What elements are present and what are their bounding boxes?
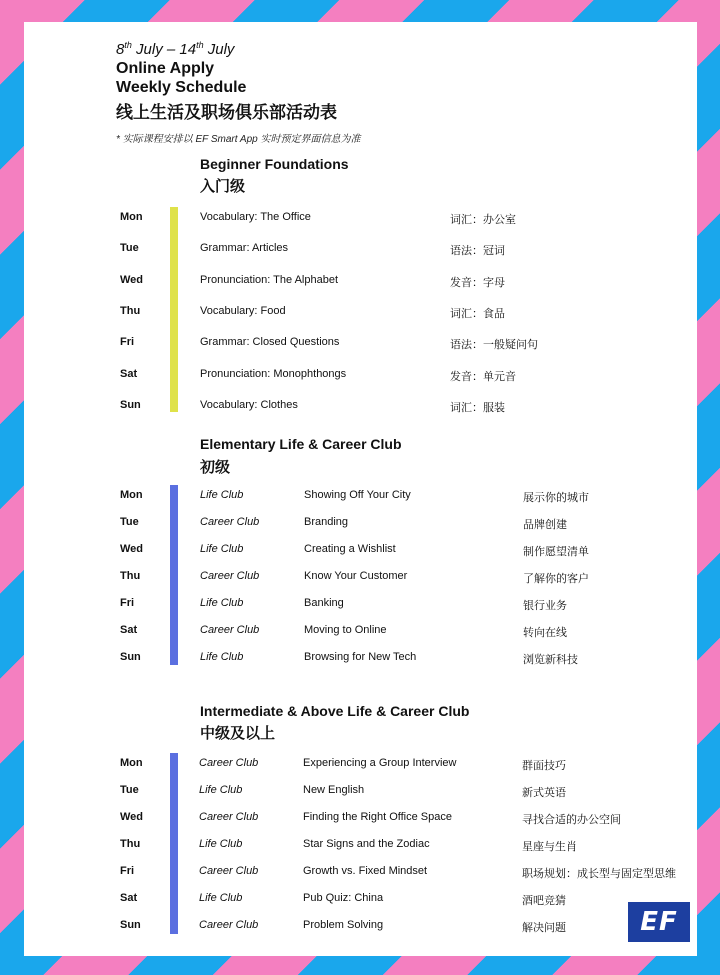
day-label: Thu [120, 838, 141, 850]
schedule-row [24, 865, 697, 883]
day-label: Thu [120, 304, 141, 317]
day-label: Wed [120, 543, 144, 555]
topic-chinese: 银行业务 [523, 600, 567, 612]
schedule-row [24, 624, 697, 642]
heading-weekly-schedule: Weekly Schedule [116, 79, 247, 96]
schedule-row [24, 811, 697, 829]
day-label: Fri [120, 597, 135, 609]
day-label: Fri [120, 336, 135, 349]
topic-chinese: 展示你的城市 [523, 492, 589, 504]
schedule-sheet [24, 22, 697, 956]
topic-label: Creating a Wishlist [304, 543, 396, 555]
club-type: Career Club [200, 516, 260, 528]
heading-online-apply: Online Apply [116, 60, 215, 77]
topic-label: Problem Solving [303, 919, 384, 931]
schedule-row [24, 305, 697, 323]
topic-label: Browsing for New Tech [304, 651, 417, 663]
club-type: Life Club [199, 892, 243, 904]
day-label: Sat [120, 624, 138, 636]
topic-chinese: 词汇：办公室 [450, 214, 516, 226]
schedule-row [24, 368, 697, 386]
club-type: Career Club [200, 624, 260, 636]
section-title-beginner: Beginner Foundations [200, 156, 349, 172]
day-label: Wed [120, 811, 144, 823]
topic-chinese: 发音：单元音 [450, 370, 516, 383]
schedule-row [24, 651, 697, 669]
schedule-row [24, 784, 697, 802]
day-label: Sun [120, 398, 141, 411]
topic-label: Growth vs. Fixed Mindset [303, 865, 428, 877]
topic-chinese: 群面技巧 [522, 760, 566, 772]
topic-chinese: 语法：一般疑问句 [450, 339, 538, 352]
club-type: Career Club [199, 865, 259, 877]
topic-chinese: 词汇：服装 [450, 401, 505, 414]
topic-label: Pub Quiz: China [303, 892, 384, 904]
topic-chinese: 星座与生肖 [522, 841, 577, 853]
club-type: Life Club [200, 597, 244, 609]
topic-label: Grammar: Articles [200, 242, 289, 255]
section-title-elementary: Elementary Life & Career Club [200, 436, 402, 452]
club-type: Life Club [200, 651, 244, 663]
topic-chinese: 发音：字母 [450, 276, 505, 289]
day-label: Fri [120, 865, 135, 877]
day-label: Sun [120, 651, 141, 663]
topic-chinese: 了解你的客户 [523, 573, 589, 585]
club-type: Career Club [200, 570, 260, 582]
club-type: Life Club [199, 784, 243, 796]
schedule-row [24, 399, 697, 417]
topic-label: Know Your Customer [304, 570, 408, 582]
topic-label: Pronunciation: Monophthongs [200, 367, 347, 380]
topic-label: Vocabulary: Clothes [200, 398, 298, 411]
schedule-row [24, 489, 697, 507]
topic-label: New English [303, 784, 365, 796]
club-type: Life Club [200, 543, 244, 555]
schedule-row [24, 757, 697, 775]
ef-logo: EF [628, 902, 690, 942]
club-type: Life Club [200, 489, 244, 501]
day-label: Thu [120, 570, 141, 582]
schedule-row [24, 570, 697, 588]
day-label: Mon [120, 211, 143, 223]
topic-chinese: 酒吧竞猜 [522, 895, 566, 907]
topic-chinese: 寻找合适的办公空间 [522, 814, 621, 826]
day-label: Mon [120, 757, 143, 769]
club-type: Career Club [199, 757, 259, 769]
schedule-row [24, 892, 697, 910]
day-label: Tue [120, 516, 139, 528]
footnote: * 实际课程安排以 EF Smart App 实时预定界面信息为准 [116, 134, 361, 145]
topic-chinese: 解决问题 [522, 922, 566, 934]
schedule-row [24, 336, 697, 354]
day-label: Wed [120, 273, 144, 286]
section-title-intermediate: Intermediate & Above Life & Career Club [200, 703, 470, 719]
topic-chinese: 职场规划：成长型与固定型思维 [522, 868, 676, 880]
topic-label: Banking [304, 597, 344, 609]
schedule-row [24, 597, 697, 615]
day-label: Sat [120, 367, 138, 380]
day-label: Tue [120, 784, 139, 796]
heading-chinese-title: 线上生活及职场俱乐部活动表 [116, 103, 337, 122]
topic-label: Vocabulary: Food [200, 304, 286, 317]
club-type: Career Club [199, 811, 259, 823]
topic-label: Moving to Online [304, 624, 387, 636]
section-title-elementary-cn: 初级 [200, 459, 231, 476]
topic-label: Experiencing a Group Interview [303, 757, 457, 769]
section-title-intermediate-cn: 中级及以上 [200, 725, 276, 742]
section-title-beginner-cn: 入门级 [200, 178, 246, 195]
topic-chinese: 浏览新科技 [523, 654, 578, 666]
topic-chinese: 语法：冠词 [450, 245, 505, 258]
day-label: Tue [120, 242, 139, 255]
day-label: Sat [120, 892, 138, 904]
topic-chinese: 词汇：食品 [450, 307, 505, 320]
schedule-row [24, 919, 697, 937]
day-label: Sun [120, 919, 141, 931]
schedule-row [24, 543, 697, 561]
topic-chinese: 转向在线 [523, 627, 567, 639]
topic-label: Branding [304, 516, 349, 528]
topic-label: Pronunciation: The Alphabet [200, 273, 339, 286]
schedule-row [24, 838, 697, 856]
topic-label: Vocabulary: The Office [200, 211, 311, 223]
topic-chinese: 品牌创建 [523, 519, 567, 531]
topic-chinese: 新式英语 [522, 787, 566, 799]
club-type: Life Club [199, 838, 243, 850]
club-type: Career Club [199, 919, 259, 931]
topic-label: Star Signs and the Zodiac [303, 838, 430, 850]
day-label: Mon [120, 489, 143, 501]
schedule-row [24, 274, 697, 292]
topic-label: Grammar: Closed Questions [200, 336, 340, 349]
schedule-row [24, 211, 697, 229]
topic-label: Showing Off Your City [304, 489, 411, 501]
topic-label: Finding the Right Office Space [303, 811, 452, 823]
schedule-row [24, 242, 697, 260]
topic-chinese: 制作愿望清单 [523, 546, 589, 558]
date-range: 8th July – 14th July [116, 40, 235, 58]
schedule-row [24, 516, 697, 534]
